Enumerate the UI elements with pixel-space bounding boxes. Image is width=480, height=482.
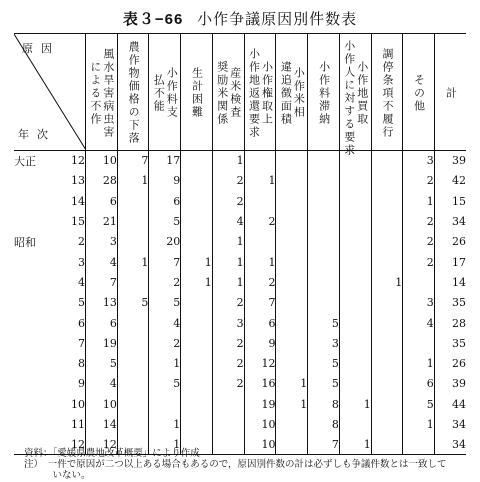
era-cell [14, 313, 64, 333]
column-header [212, 34, 244, 151]
count-cell [308, 171, 340, 191]
count-cell [181, 171, 213, 191]
count-cell: 4 [212, 211, 244, 231]
count-cell: 5 [308, 353, 340, 373]
count-cell [276, 414, 308, 434]
count-cell [403, 272, 435, 292]
count-cell: 19 [244, 394, 276, 414]
era-cell [14, 414, 64, 434]
table-row [14, 252, 466, 272]
table-number: 表３−66 [122, 11, 184, 28]
count-cell: 9 [244, 333, 276, 353]
era-cell [14, 374, 64, 394]
count-cell: 1 [403, 191, 435, 211]
count-cell [276, 272, 308, 292]
table-row [14, 272, 466, 292]
count-cell [339, 414, 371, 434]
year-cell: 5 [77, 296, 85, 310]
count-cell: 10 [244, 435, 276, 455]
count-cell: 1 [244, 252, 276, 272]
count-cell [244, 232, 276, 252]
column-header-label: 小作地返還要求 [247, 47, 261, 139]
count-cell: 5 [308, 374, 340, 394]
year-cell: 11 [70, 418, 85, 431]
count-cell [181, 333, 213, 353]
count-cell: 39 [434, 151, 466, 171]
count-cell: 2 [149, 333, 181, 353]
count-cell: 5 [308, 313, 340, 333]
era-cell [14, 272, 64, 292]
count-cell: 16 [244, 374, 276, 394]
era-cell [14, 211, 64, 231]
year-cell: 4 [77, 275, 85, 289]
count-cell [181, 293, 213, 313]
era-cell [14, 394, 64, 414]
count-cell [371, 293, 403, 313]
count-cell: 1 [339, 435, 371, 455]
count-cell: 2 [403, 171, 435, 191]
count-cell: 7 [149, 252, 181, 272]
count-cell [371, 191, 403, 211]
count-cell [371, 353, 403, 373]
column-header-label: による不作 [88, 60, 102, 126]
count-cell [339, 313, 371, 333]
count-cell [371, 151, 403, 171]
count-cell [308, 252, 340, 272]
count-cell: 1 [276, 374, 308, 394]
table-row [14, 151, 466, 171]
count-cell: 14 [434, 272, 466, 292]
corner-header [14, 34, 85, 151]
count-cell: 1 [149, 353, 181, 373]
count-cell: 6 [244, 313, 276, 333]
count-cell: 34 [434, 211, 466, 231]
count-cell [339, 374, 371, 394]
year-cell: 9 [77, 377, 85, 391]
table-row [14, 374, 466, 394]
count-cell [276, 293, 308, 313]
count-cell: 10 [85, 394, 117, 414]
count-cell: 7 [308, 435, 340, 455]
count-cell: 3 [212, 313, 244, 333]
count-cell: 6 [403, 374, 435, 394]
count-cell: 26 [434, 232, 466, 252]
column-header-label: 産米検査 [228, 67, 242, 119]
count-cell: 34 [434, 414, 466, 434]
count-cell [181, 232, 213, 252]
count-cell: 4 [85, 252, 117, 272]
count-cell: 14 [85, 414, 117, 434]
count-cell [181, 211, 213, 231]
count-cell [276, 171, 308, 191]
count-cell [181, 374, 213, 394]
column-header [244, 34, 276, 151]
count-cell: 39 [434, 374, 466, 394]
column-header-label: 調停条項不履行 [380, 47, 394, 139]
count-cell: 2 [403, 232, 435, 252]
count-cell: 6 [149, 191, 181, 211]
count-cell [181, 191, 213, 211]
corner-year-label: 年次 [18, 128, 56, 141]
data-table [14, 33, 466, 455]
count-cell [371, 252, 403, 272]
count-cell [276, 333, 308, 353]
count-cell [339, 171, 371, 191]
page-title [0, 8, 480, 29]
count-cell [371, 414, 403, 434]
count-cell [181, 151, 213, 171]
count-cell [117, 333, 149, 353]
count-cell [403, 333, 435, 353]
count-cell: 1 [212, 252, 244, 272]
count-cell: 2 [149, 272, 181, 292]
era-cell [14, 171, 64, 191]
count-cell: 17 [149, 151, 181, 171]
count-cell [371, 394, 403, 414]
table-row [14, 293, 466, 313]
table-row [14, 414, 466, 434]
count-cell [339, 252, 371, 272]
year-cell: 12 [70, 154, 85, 168]
column-header-label: 小作料支 [165, 67, 179, 119]
count-cell [339, 272, 371, 292]
year-cell: 10 [70, 397, 85, 411]
count-cell: 8 [308, 394, 340, 414]
count-cell [117, 232, 149, 252]
column-header-label: 違追徴面積 [279, 60, 293, 126]
count-cell: 1 [181, 272, 213, 292]
count-cell: 19 [85, 333, 117, 353]
era-cell: 昭和 [14, 235, 36, 249]
count-cell: 2 [403, 252, 435, 272]
count-cell: 1 [403, 353, 435, 373]
count-cell: 12 [85, 435, 117, 455]
source-note: 資料：「愛媛県農地改革概要」により作成 [24, 448, 200, 459]
count-cell: 17 [434, 252, 466, 272]
column-header [117, 34, 149, 151]
count-cell [276, 191, 308, 211]
count-cell: 21 [85, 211, 117, 231]
era-cell [14, 252, 64, 272]
count-cell: 1 [339, 394, 371, 414]
column-header-label: 生計困難 [190, 67, 204, 119]
table-row [14, 191, 466, 211]
count-cell [371, 333, 403, 353]
count-cell: 1 [212, 232, 244, 252]
count-cell: 8 [308, 414, 340, 434]
year-cell: 3 [77, 255, 85, 269]
column-header [276, 34, 308, 151]
count-cell: 1 [403, 414, 435, 434]
count-cell: 28 [85, 171, 117, 191]
note-line-2: いない。 [24, 470, 91, 481]
column-header-label: 小作料滞納 [317, 60, 331, 126]
column-header-label: 奨励米関係 [215, 60, 229, 126]
count-cell [276, 211, 308, 231]
count-cell [276, 353, 308, 373]
count-cell: 3 [403, 151, 435, 171]
count-cell [339, 333, 371, 353]
column-header-label: 農作物価格の下落 [127, 41, 141, 145]
count-cell: 5 [117, 293, 149, 313]
count-cell [308, 151, 340, 171]
count-cell: 5 [149, 293, 181, 313]
count-cell: 34 [434, 435, 466, 455]
corner-cause-label: 原因 [22, 42, 60, 55]
count-cell: 44 [434, 394, 466, 414]
column-header [85, 34, 117, 151]
count-cell: 2 [212, 191, 244, 211]
count-cell: 3 [85, 232, 117, 252]
count-cell [371, 313, 403, 333]
era-cell [14, 293, 64, 313]
count-cell: 6 [85, 191, 117, 211]
count-cell [276, 151, 308, 171]
column-header-label: 計 [444, 86, 458, 100]
count-cell [212, 414, 244, 434]
count-cell: 5 [85, 353, 117, 373]
count-cell: 10 [85, 151, 117, 171]
count-cell: 20 [149, 232, 181, 252]
count-cell: 2 [212, 374, 244, 394]
count-cell: 1 [117, 171, 149, 191]
count-cell: 13 [85, 293, 117, 313]
count-cell: 1 [371, 272, 403, 292]
table-title: 小作争議原因別件数表 [197, 10, 358, 28]
count-cell [244, 191, 276, 211]
year-cell: 2 [77, 235, 85, 249]
column-header-label: 風水旱害病虫害 [101, 47, 115, 139]
count-cell: 2 [403, 211, 435, 231]
count-cell [117, 353, 149, 373]
count-cell: 1 [276, 394, 308, 414]
era-cell [14, 353, 64, 373]
note-line-1: 注） 一件で原因が二つ以上ある場合もあるので，原因別件数の計は必ずしも争議件数とは一致して [24, 459, 447, 470]
column-header [403, 34, 435, 151]
count-cell [276, 313, 308, 333]
count-cell [339, 232, 371, 252]
table-row [14, 171, 466, 191]
count-cell [181, 353, 213, 373]
count-cell: 7 [85, 272, 117, 292]
count-cell: 1 [212, 151, 244, 171]
count-cell [339, 353, 371, 373]
year-cell: 15 [70, 215, 85, 229]
count-cell [117, 414, 149, 434]
count-cell: 1 [149, 435, 181, 455]
count-cell: 5 [403, 394, 435, 414]
count-cell [181, 394, 213, 414]
count-cell: 2 [244, 272, 276, 292]
column-header-label: 小作人に対する要求 [342, 40, 356, 157]
count-cell [339, 211, 371, 231]
count-cell: 5 [149, 374, 181, 394]
count-cell [117, 211, 149, 231]
count-cell: 1 [212, 272, 244, 292]
count-cell [181, 313, 213, 333]
table-row [14, 333, 466, 353]
year-cell: 7 [77, 336, 85, 350]
column-header [339, 34, 371, 157]
count-cell: 4 [149, 313, 181, 333]
count-cell: 15 [434, 191, 466, 211]
count-cell [117, 374, 149, 394]
count-cell [371, 374, 403, 394]
count-cell: 2 [244, 211, 276, 231]
count-cell: 2 [212, 171, 244, 191]
count-cell: 2 [212, 353, 244, 373]
count-cell [339, 293, 371, 313]
year-cell: 13 [70, 174, 85, 188]
column-header [149, 34, 181, 151]
column-header [371, 34, 403, 151]
count-cell [371, 171, 403, 191]
count-cell [308, 191, 340, 211]
count-cell [339, 191, 371, 211]
footnotes [24, 448, 472, 481]
count-cell: 9 [149, 171, 181, 191]
count-cell: 6 [85, 313, 117, 333]
count-cell [308, 232, 340, 252]
count-cell: 1 [117, 252, 149, 272]
year-cell: 14 [70, 194, 85, 208]
count-cell: 35 [434, 293, 466, 313]
column-header [434, 34, 466, 151]
count-cell: 35 [434, 333, 466, 353]
count-cell [117, 394, 149, 414]
count-cell: 12 [244, 353, 276, 373]
count-cell [276, 252, 308, 272]
count-cell: 5 [149, 211, 181, 231]
era-cell [14, 191, 64, 211]
table-row [14, 313, 466, 333]
count-cell [308, 293, 340, 313]
count-cell: 1 [244, 171, 276, 191]
column-header [181, 34, 213, 151]
count-cell [308, 272, 340, 292]
count-cell [244, 151, 276, 171]
count-cell: 26 [434, 353, 466, 373]
column-header-label: 小作地買取 [355, 60, 369, 126]
count-cell [117, 313, 149, 333]
count-cell: 7 [117, 151, 149, 171]
count-cell [149, 394, 181, 414]
table-row [14, 232, 466, 252]
count-cell [308, 211, 340, 231]
count-cell: 3 [308, 333, 340, 353]
table-row [14, 353, 466, 373]
column-header-label: 払不能 [152, 73, 166, 113]
count-cell: 3 [403, 293, 435, 313]
count-cell [212, 394, 244, 414]
count-cell: 42 [434, 171, 466, 191]
count-cell: 1 [149, 414, 181, 434]
count-cell: 2 [212, 333, 244, 353]
count-cell: 28 [434, 313, 466, 333]
era-cell: 大正 [14, 154, 36, 168]
count-cell [276, 232, 308, 252]
column-header-label: その他 [412, 73, 426, 113]
count-cell: 4 [403, 313, 435, 333]
table-row [14, 394, 466, 414]
count-cell [117, 272, 149, 292]
count-cell [371, 211, 403, 231]
count-cell [181, 414, 213, 434]
column-header-label: 小作米相 [292, 67, 306, 119]
table-row [14, 211, 466, 231]
count-cell: 10 [244, 414, 276, 434]
year-cell: 8 [77, 357, 85, 371]
count-cell: 1 [181, 252, 213, 272]
column-header [308, 34, 340, 151]
count-cell: 7 [244, 293, 276, 313]
year-cell: 12 [64, 435, 86, 455]
count-cell: 2 [212, 293, 244, 313]
count-cell [371, 232, 403, 252]
count-cell: 4 [85, 374, 117, 394]
count-cell [117, 191, 149, 211]
era-cell [14, 333, 64, 353]
column-header-label: 小作権取上 [260, 60, 274, 126]
year-cell: 6 [77, 316, 85, 330]
